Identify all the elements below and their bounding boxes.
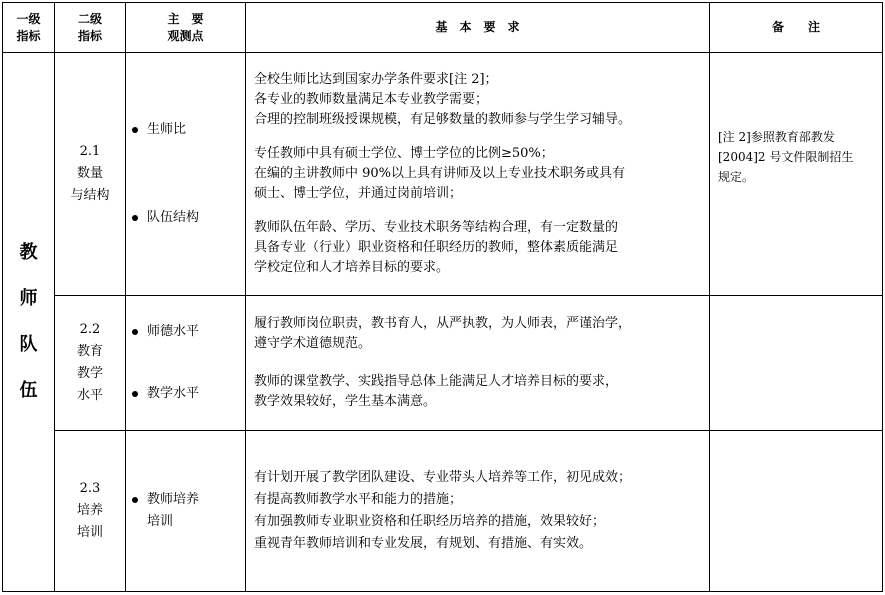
list-item-continuation: 培训 [147, 514, 174, 529]
observation-points [126, 53, 246, 296]
header-notes: 备 注 [710, 3, 883, 53]
level2-indicator: 2.2 教育 教学 水平 [55, 296, 126, 431]
list-item: 生师比 [132, 119, 245, 141]
indicator-table [2, 2, 883, 592]
table-row [3, 296, 883, 431]
observation-points [126, 296, 246, 431]
table-row [3, 53, 883, 296]
table-row [3, 431, 883, 592]
bullet-icon [132, 391, 138, 397]
list-item: 教师培养 [132, 489, 245, 511]
bullet-icon [132, 497, 138, 503]
requirements-cell: 履行教师岗位职责，教书育人，从严执教，为人师表，严谨治学， 遵守学术道德规范。 教师的课堂教学、实践指导总体上能满足人才培养目标的要求， 教学效果较好，学生基本满意。 [246, 296, 710, 431]
header-level1: 一级 指标 [3, 3, 55, 53]
header-observation-points: 主 要 观测点 [126, 3, 246, 53]
bullet-icon [132, 127, 138, 133]
header-level2: 二级 指标 [55, 3, 126, 53]
list-item: 师德水平 [132, 321, 245, 343]
level2-indicator: 2.3 培养 培训 [55, 431, 126, 592]
level1-indicator: 教 师 队 伍 [3, 53, 55, 592]
note-cell [710, 431, 883, 592]
bullet-icon [132, 329, 138, 335]
bullet-icon [132, 215, 138, 221]
observation-points [126, 431, 246, 592]
requirements-cell: 全校生师比达到国家办学条件要求[注 2]； 各专业的教师数量满足本专业教学需要； 合理的控制班级授课规模，有足够数量的教师参与学生学习辅导。 专任教师中具有硕士学位、博士学位的比例≥50%； 在编的主讲教师中 90%以上具有讲师及以上专业技术职务或具有 硕士、博士学位，并通过岗前培训； 教师队伍年龄、学历、专业技术职务等结构合理，有一定数量的 具备专业（行业）职业资格和任职经历的教师，整体素质能满足 学校定位和人才培养目标的要求。 [246, 53, 710, 296]
requirements-cell: 有计划开展了教学团队建设、专业带头人培养等工作，初见成效； 有提高教师教学水平和能力的措施； 有加强教师专业职业资格和任职经历培养的措施，效果较好； 重视青年教师培训和专业发展，有规划、有措施、有实效。 [246, 431, 710, 592]
list-item: 教学水平 [132, 383, 245, 405]
header-requirements: 基 本 要 求 [246, 3, 710, 53]
note-cell [710, 296, 883, 431]
header-row [3, 3, 883, 53]
list-item: 队伍结构 [132, 207, 245, 229]
level2-indicator: 2.1 数量 与结构 [55, 53, 126, 296]
note-cell: [注 2]参照教育部教发 [2004]2 号文件限制招生 规定。 [710, 53, 883, 296]
